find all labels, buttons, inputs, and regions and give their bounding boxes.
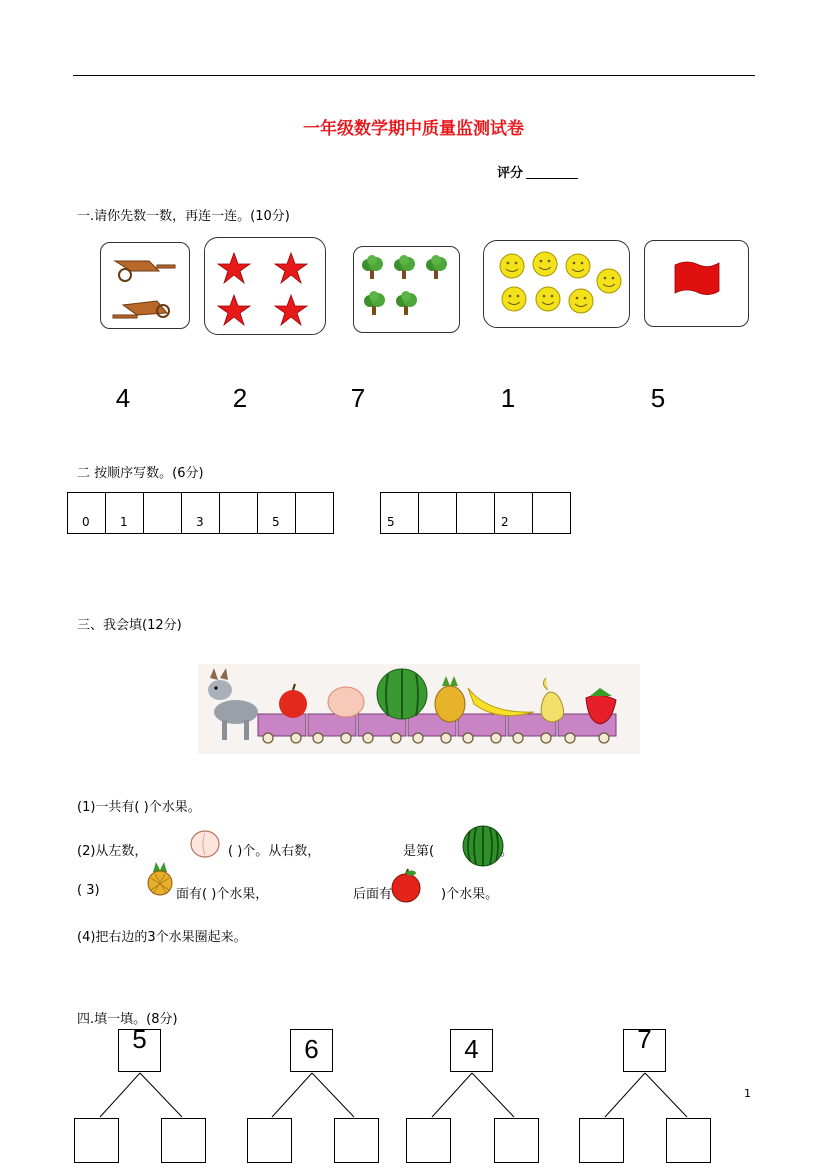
header-rule [73, 75, 755, 76]
number-bond-value: 7 [637, 1024, 652, 1054]
sequence-blank[interactable] [144, 493, 182, 534]
sequence-blank[interactable] [419, 493, 457, 534]
card-stars[interactable] [204, 237, 326, 335]
donkey-icon [208, 668, 258, 740]
number-option[interactable]: 5 [650, 383, 666, 413]
page-title: 一年级数学期中质量监测试卷 [303, 119, 524, 139]
number-bond-top [118, 1024, 161, 1072]
sequence-cell: 0 [68, 493, 106, 534]
banana-icon [468, 688, 534, 716]
number-bond-top [450, 1029, 493, 1072]
number-bond-value: 6 [304, 1034, 319, 1064]
number-bond-blank[interactable] [666, 1118, 711, 1163]
pear-icon [541, 678, 564, 722]
number-bond-blank[interactable] [74, 1118, 119, 1163]
number-bond-blank[interactable] [247, 1118, 292, 1163]
sequence-blank[interactable] [533, 493, 571, 534]
sequence-cell: 2 [495, 493, 533, 534]
question-3-3-text-d: )个水果。 [441, 887, 499, 902]
section4-heading: 四.填一填。(8分) [77, 1012, 178, 1027]
section3-heading: 三、我会填(12分) [77, 618, 182, 633]
number-bond-top [290, 1029, 333, 1072]
question-3-2-text-b: ( )个。从右数， [228, 844, 321, 859]
page-number: 1 [744, 1087, 751, 1100]
smiley-icon [484, 241, 629, 327]
number-option[interactable]: 4 [115, 383, 131, 413]
question-3-3-text-c: 后面有 [353, 887, 393, 902]
fruit-train-illustration [198, 664, 640, 754]
wheelbarrow-icon [101, 243, 189, 328]
number-bond-value: 5 [132, 1024, 147, 1054]
number-option[interactable]: 2 [232, 383, 248, 413]
sequence-table-2 [380, 492, 571, 534]
number-bond-value: 4 [464, 1034, 479, 1064]
star-icon [205, 238, 325, 334]
apple-icon [279, 690, 307, 718]
question-3-2-text-c: 是第( [403, 844, 435, 859]
section1-heading: 一.请你先数一数，再连一连。(10分) [77, 209, 290, 224]
sequence-blank[interactable] [296, 493, 334, 534]
sequence-blank[interactable] [457, 493, 495, 534]
sequence-cell: 1 [106, 493, 144, 534]
card-smileys[interactable] [483, 240, 630, 328]
question-3-1: (1)一共有( )个水果。 [77, 800, 201, 815]
card-flag[interactable] [644, 240, 749, 327]
apple-icon [388, 868, 424, 904]
question-3-4: (4)把右边的3个水果圈起来。 [77, 930, 247, 945]
score-blank[interactable] [526, 178, 578, 179]
flag-icon [645, 241, 748, 326]
sequence-cell: 5 [381, 493, 419, 534]
question-3-3-text-b: 面有( )个水果， [176, 887, 269, 902]
number-option[interactable]: 7 [350, 383, 366, 413]
question-3-2-text-d: 。 [500, 844, 514, 859]
number-bond-blank[interactable] [334, 1118, 379, 1163]
watermelon-icon [462, 825, 504, 867]
sequence-table-1 [67, 492, 334, 534]
sequence-blank[interactable] [220, 493, 258, 534]
number-bond-blank[interactable] [494, 1118, 539, 1163]
number-bond-blank[interactable] [406, 1118, 451, 1163]
pineapple-icon [435, 686, 465, 722]
sequence-cell: 5 [258, 493, 296, 534]
number-bond-blank[interactable] [161, 1118, 206, 1163]
score-label: 评分 [497, 166, 524, 181]
peach-icon [189, 827, 221, 859]
peach-icon [328, 687, 364, 717]
tree-icon [354, 247, 459, 332]
number-bond-lines [0, 1070, 827, 1120]
card-carts[interactable] [100, 242, 190, 329]
sequence-cell: 3 [182, 493, 220, 534]
question-3-3-text-a: ( 3) [77, 883, 100, 898]
number-bond-blank[interactable] [579, 1118, 624, 1163]
number-bond-top [623, 1024, 666, 1072]
card-trees[interactable] [353, 246, 460, 333]
pineapple-icon [145, 858, 175, 896]
question-3-2-text-a: (2)从左数， [77, 844, 148, 859]
number-option[interactable]: 1 [500, 383, 516, 413]
section2-heading: 二 按顺序写数。(6分) [77, 466, 204, 481]
fruit-train-icon [198, 664, 640, 754]
